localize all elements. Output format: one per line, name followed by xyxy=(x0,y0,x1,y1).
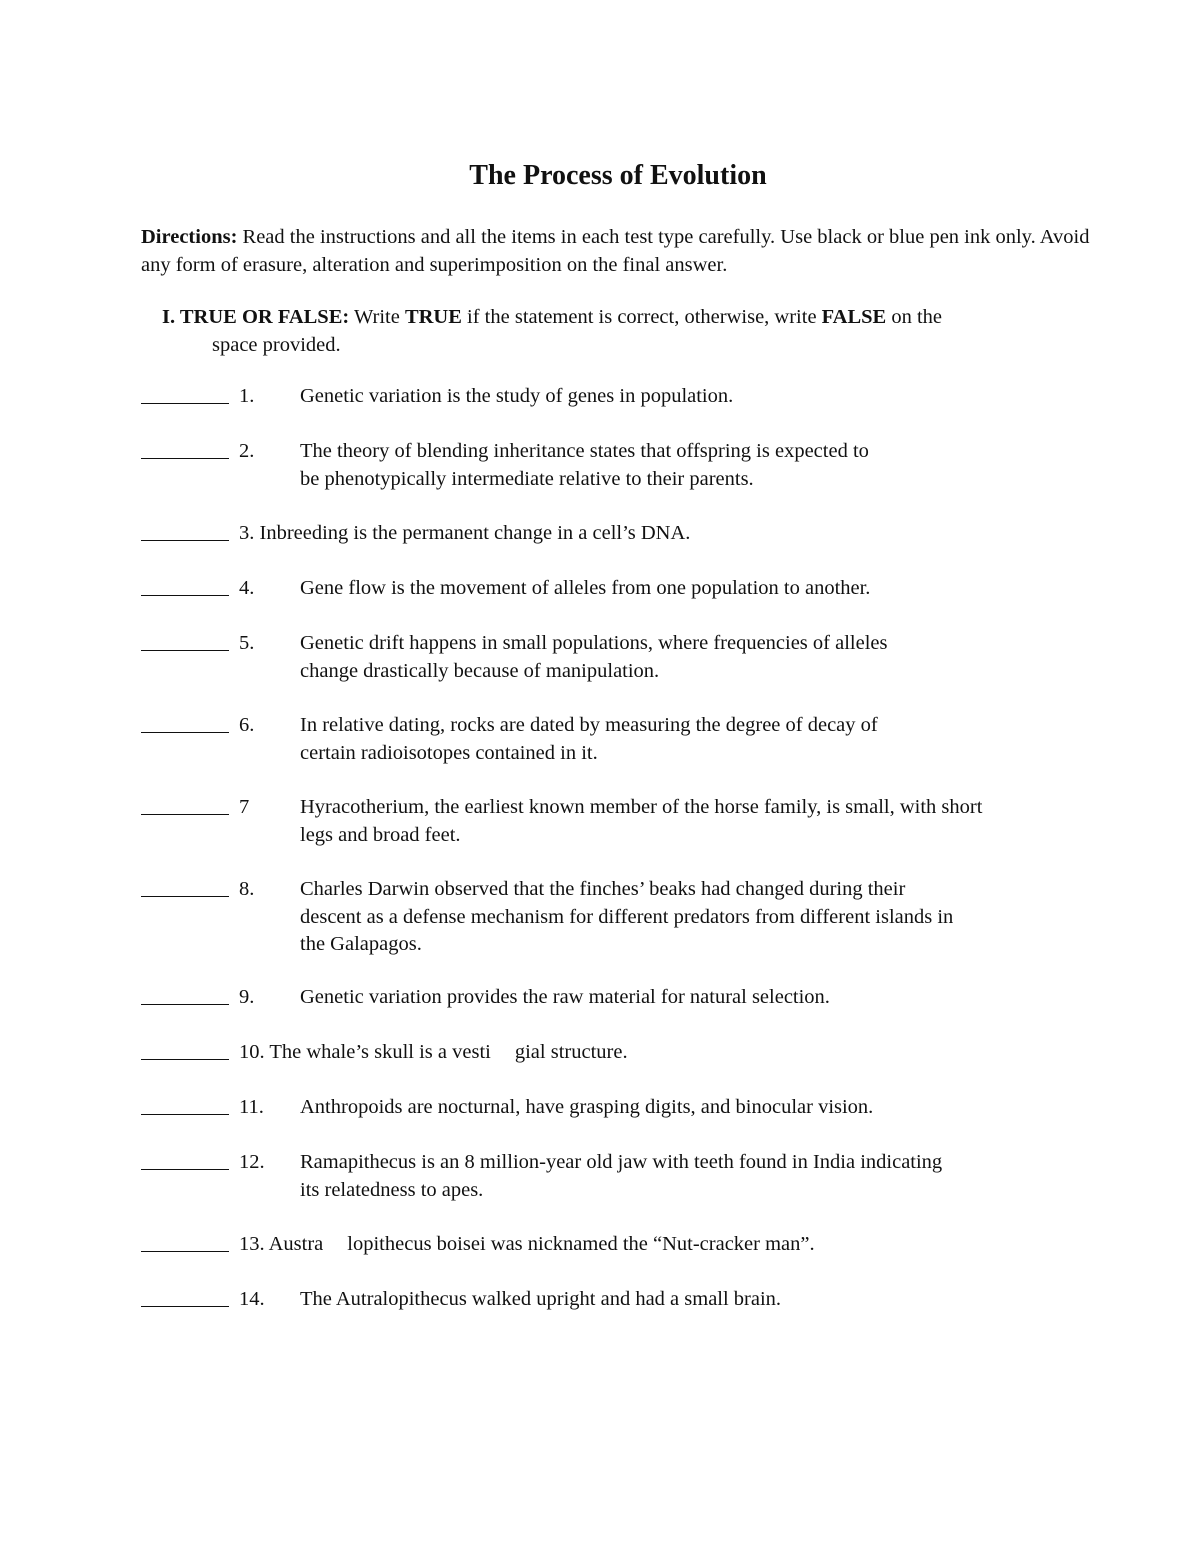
question-text xyxy=(239,1231,815,1259)
answer-blank[interactable] xyxy=(141,732,229,733)
answer-blank[interactable] xyxy=(141,814,229,815)
answer-blank[interactable] xyxy=(141,540,229,541)
section-continuation: space provided. xyxy=(212,333,341,356)
page-title: The Process of Evolution xyxy=(469,160,767,191)
question-number: 6. xyxy=(239,714,255,736)
answer-blank[interactable] xyxy=(141,458,229,459)
question-text xyxy=(300,630,1100,685)
question-line: legs and broad feet. xyxy=(300,823,461,846)
question-text: 3. Inbreeding is the permanent change in a cell’s DNA. xyxy=(239,522,691,544)
question-text xyxy=(300,383,1100,411)
answer-blank[interactable] xyxy=(141,1114,229,1115)
question-line: Anthropoids are nocturnal, have grasping digits, and binocular vision. xyxy=(300,1096,874,1118)
answer-blank[interactable] xyxy=(141,650,229,651)
answer-blank[interactable] xyxy=(141,1251,229,1252)
question-text xyxy=(300,794,1100,849)
section-pre: Write xyxy=(349,306,405,328)
question-text-part: lopithecus boisei was nicknamed the “Nut-cracker man”. xyxy=(347,1233,815,1255)
question-number: 4. xyxy=(239,577,255,599)
question-text xyxy=(300,575,1100,603)
directions-text: Read the instructions and all the items in each test type carefully. Use black or blue pen ink only. Avoid any form of erasure, alteration and superimposition on the final answer. xyxy=(141,226,1090,276)
question-number: 8. xyxy=(239,878,255,900)
question-text-part: gial structure. xyxy=(514,1041,628,1063)
answer-blank[interactable] xyxy=(141,1004,229,1005)
question-line: The theory of blending inheritance states that offspring is expected to xyxy=(300,440,869,462)
section-false-word: FALSE xyxy=(821,306,887,328)
question-number: 2. xyxy=(239,440,255,462)
question-line: descent as a defense mechanism for different predators from different islands in xyxy=(300,905,954,928)
question-line: certain radioisotopes contained in it. xyxy=(300,741,598,764)
question-text xyxy=(300,712,1100,767)
section-mid: if the statement is correct, otherwise, write xyxy=(461,306,822,328)
question-text-part: 13. Austra xyxy=(239,1233,324,1255)
directions-label: Directions: xyxy=(141,226,238,248)
question-line: Genetic variation provides the raw material for natural selection. xyxy=(300,986,830,1008)
question-line: In relative dating, rocks are dated by measuring the degree of decay of xyxy=(300,714,878,736)
answer-blank[interactable] xyxy=(141,1169,229,1170)
question-text xyxy=(300,438,1100,493)
question-text xyxy=(239,1039,628,1067)
section-heading: I. TRUE OR FALSE: xyxy=(162,306,350,328)
question-line: Gene flow is the movement of alleles from one population to another. xyxy=(300,577,871,599)
question-number: 14. xyxy=(239,1288,265,1310)
question-line: Hyracotherium, the earliest known member of the horse family, is small, with short xyxy=(300,796,983,818)
question-number: 11. xyxy=(239,1096,264,1118)
question-text xyxy=(300,876,1100,959)
question-line: be phenotypically intermediate relative to their parents. xyxy=(300,467,754,490)
directions-paragraph xyxy=(141,224,1096,279)
question-number: 9. xyxy=(239,986,255,1008)
question-line: the Galapagos. xyxy=(300,933,422,955)
answer-blank[interactable] xyxy=(141,403,229,404)
answer-blank[interactable] xyxy=(141,1306,229,1307)
question-text xyxy=(300,1149,1100,1204)
question-line: Genetic drift happens in small populations, where frequencies of alleles xyxy=(300,632,888,654)
question-number: 1. xyxy=(239,385,255,407)
section-true-word: TRUE xyxy=(404,306,462,328)
question-number: 5. xyxy=(239,632,255,654)
answer-blank[interactable] xyxy=(141,1059,229,1060)
question-line: change drastically because of manipulation. xyxy=(300,659,660,682)
question-number: 12. xyxy=(239,1151,265,1173)
section-post: on the xyxy=(886,306,943,328)
question-text xyxy=(300,1094,1100,1122)
question-line: Ramapithecus is an 8 million-year old jaw with teeth found in India indicating xyxy=(300,1151,943,1173)
question-number: 7 xyxy=(239,796,250,818)
answer-blank[interactable] xyxy=(141,595,229,596)
question-line: Charles Darwin observed that the finches’ beaks had changed during their xyxy=(300,878,906,900)
question-text xyxy=(300,984,1100,1012)
question-text-part: 10. The whale’s skull is a vesti xyxy=(239,1041,491,1063)
question-line: its relatedness to apes. xyxy=(300,1178,484,1201)
answer-blank[interactable] xyxy=(141,896,229,897)
question-text xyxy=(300,1286,1100,1314)
question-line: The Autralopithecus walked upright and had a small brain. xyxy=(300,1288,782,1310)
question-line: Genetic variation is the study of genes in population. xyxy=(300,385,734,407)
section-instructions xyxy=(162,304,1082,359)
